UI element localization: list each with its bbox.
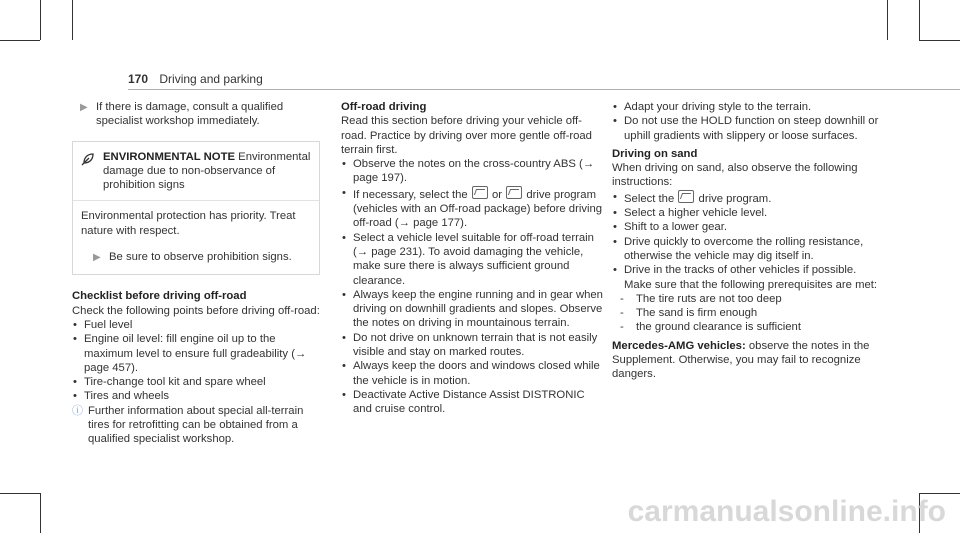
arrow-icon: ▶ bbox=[93, 252, 101, 264]
crop-mark bbox=[40, 0, 41, 40]
offroad-program-icon bbox=[678, 190, 694, 203]
list-item: • Tire-change tool kit and spare wheel bbox=[72, 375, 320, 389]
amg-note: Mercedes-AMG vehicles: observe the notes in the Supplement. Otherwise, you may fail to recognize dangers. bbox=[612, 339, 870, 381]
watermark: carmanualsonline.info bbox=[627, 495, 946, 528]
list-item: • Engine oil level: fill engine oil up to the maximum level to ensure full gradeability (→ page 457). bbox=[72, 332, 320, 375]
env-action: ▶ Be sure to observe prohibition signs. bbox=[93, 250, 311, 264]
header-rule bbox=[128, 89, 960, 90]
list-item: • Always keep the doors and windows closed while the vehicle is in motion. bbox=[341, 359, 603, 388]
env-title: Environmental damage due to non-observance of prohibition signs bbox=[103, 150, 311, 192]
action-step: ▶ If there is damage, consult a qualified specialist workshop immediately. bbox=[80, 101, 284, 128]
list-item: • Fuel level bbox=[72, 318, 320, 332]
environment-icon bbox=[81, 152, 95, 170]
column-left bbox=[72, 100, 320, 447]
rock-program-icon bbox=[506, 186, 522, 199]
checklist-intro: Check the following points before driving off-road: bbox=[72, 304, 320, 317]
sub-list-item: - The tire ruts are not too deep bbox=[612, 292, 880, 306]
info-icon: ⓘ bbox=[72, 404, 83, 417]
list-item: • Do not drive on unknown terrain that is not easily visible and stay on marked routes. bbox=[341, 331, 603, 360]
page-header bbox=[128, 72, 263, 86]
crop-mark bbox=[72, 0, 73, 40]
list-item: • Always keep the engine running and in gear when driving on downhill gradients and slopes. Observe the notes on driving in mountainous terrain. bbox=[341, 288, 603, 331]
crop-mark bbox=[919, 40, 960, 41]
arrow-icon: ▶ bbox=[80, 102, 88, 113]
list-item: • Select a vehicle level suitable for off-road terrain (→ page 231). To avoid damaging the vehicle, make sure there is always sufficient ground clearance. bbox=[341, 231, 603, 288]
list-item: • Shift to a lower gear. bbox=[612, 220, 880, 234]
info-note: ⓘ Further information about special all-terrain tires for retrofitting can be obtained from a qualified specialist workshop. bbox=[72, 404, 304, 446]
section-title: Driving and parking bbox=[159, 72, 263, 86]
sand-heading: Driving on sand bbox=[612, 147, 698, 160]
list-item: • Observe the notes on the cross-country ABS (→ page 197). bbox=[341, 157, 603, 186]
env-heading: ENVIRONMENTAL NOTE bbox=[103, 150, 236, 163]
crop-mark bbox=[919, 0, 920, 40]
column-middle bbox=[341, 100, 603, 417]
crop-mark bbox=[0, 493, 40, 494]
environmental-note bbox=[72, 141, 320, 276]
sub-list-item: - the ground clearance is sufficient bbox=[612, 320, 880, 334]
list-item: • Drive in the tracks of other vehicles if possible. Make sure that the following prerequisites are met: bbox=[612, 263, 880, 292]
offroad-program-icon bbox=[472, 186, 488, 199]
column-right bbox=[612, 100, 880, 382]
list-item: • Select the drive program. bbox=[612, 190, 880, 206]
page-number: 170 bbox=[128, 72, 149, 86]
list-item: • Deactivate Active Distance Assist DISTRONIC and cruise control. bbox=[341, 388, 603, 417]
list-item: • Adapt your driving style to the terrain. bbox=[612, 100, 880, 114]
crop-mark bbox=[887, 0, 888, 40]
crop-mark bbox=[40, 493, 41, 533]
sub-list-item: - The sand is firm enough bbox=[612, 306, 880, 320]
list-item: • Drive quickly to overcome the rolling resistance, otherwise the vehicle may dig itself in. bbox=[612, 235, 880, 264]
offroad-heading: Off-road driving bbox=[341, 101, 427, 113]
list-item: • Select a higher vehicle level. bbox=[612, 206, 880, 220]
crop-mark bbox=[919, 493, 960, 494]
offroad-intro: Read this section before driving your vehicle off-road. Practice by driving over more gentle off-road terrain first. bbox=[341, 115, 592, 156]
env-text: Environmental protection has priority. Treat nature with respect. bbox=[81, 210, 296, 237]
crop-mark bbox=[0, 40, 40, 41]
checklist-heading: Checklist before driving off-road bbox=[72, 290, 247, 303]
list-item: • Do not use the HOLD function on steep downhill or uphill gradients with slippery or loose surfaces. bbox=[612, 114, 880, 143]
list-item: • If necessary, select the or drive program (vehicles with an Off-road package) before driving off-road (→ page 177). bbox=[341, 186, 603, 231]
list-item: • Tires and wheels bbox=[72, 389, 320, 403]
sand-intro: When driving on sand, also observe the following instructions: bbox=[612, 162, 858, 189]
